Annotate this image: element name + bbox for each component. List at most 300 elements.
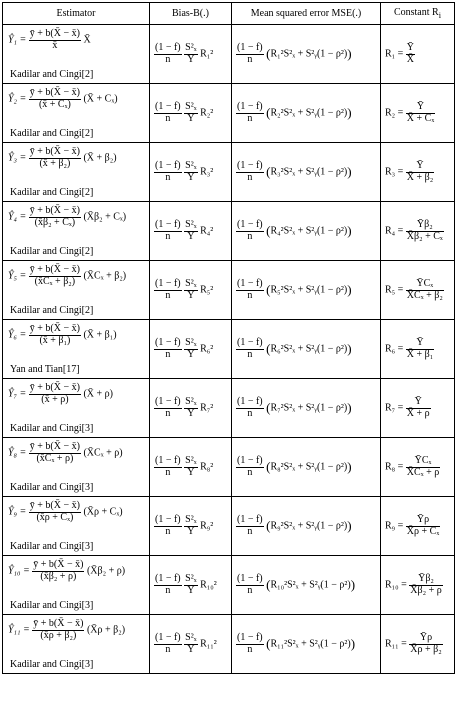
- bias-s-numerator: S²ₓ: [185, 219, 197, 230]
- constant-cell: [381, 615, 455, 674]
- mse-open-paren: (: [266, 223, 271, 238]
- bias-s-numerator: S²ₓ: [185, 337, 197, 348]
- mse-fraction: [236, 279, 264, 301]
- constant-label: R₄ =: [385, 225, 404, 237]
- estimator-symbol: Ŷ₁ =: [8, 34, 27, 46]
- constant-numerator: Ȳ: [406, 161, 434, 173]
- mse-close-paren: ): [350, 577, 356, 592]
- mse-denominator: n: [247, 643, 253, 655]
- mse-open-paren: (: [266, 46, 271, 61]
- estimator-cell: [3, 379, 150, 438]
- mse-numerator: (1 − f): [237, 514, 263, 525]
- constant-cell: [381, 143, 455, 202]
- bias-numerator: (1 − f): [155, 101, 181, 112]
- constant-denominator: X̄Cₓ + ρ: [406, 466, 440, 478]
- mse-r: R₄²: [270, 225, 284, 237]
- mse-denominator: n: [247, 230, 253, 242]
- table-row: [3, 143, 455, 202]
- constant-denominator: X̄ + β₁: [406, 348, 434, 360]
- bias-fraction: [154, 220, 182, 242]
- constant-label: R₅ =: [385, 284, 404, 296]
- estimator-cell: [3, 556, 150, 615]
- estimator-cell: [3, 84, 150, 143]
- estimator-fraction: [29, 442, 81, 464]
- estimator-multiplier: (X̄ + Cₓ): [83, 93, 118, 105]
- mse-close-paren: ): [347, 341, 352, 356]
- header-estimator: Estimator: [3, 3, 150, 25]
- estimator-multiplier: (X̄ + ρ): [83, 388, 113, 400]
- mse-open-paren: (: [266, 518, 271, 533]
- estimator-symbol: Ŷ₅ =: [8, 270, 27, 282]
- bias-s-numerator: S²ₓ: [185, 455, 197, 466]
- estimator-author: Kadilar and Cingi[3]: [10, 600, 94, 611]
- bias-fraction: [154, 102, 182, 124]
- constant-label: R₁₁ =: [385, 638, 407, 650]
- mse-numerator: (1 − f): [237, 278, 263, 289]
- bias-cell: [150, 615, 232, 674]
- bias-s-fraction: [184, 338, 197, 360]
- bias-s-fraction: [184, 279, 197, 301]
- constant-fraction: [409, 633, 442, 655]
- mse-cell: [232, 615, 381, 674]
- estimator-fraction: [29, 324, 81, 346]
- constant-denominator: X̄ + ρ: [406, 407, 430, 419]
- estimator-symbol: Ŷ₁₀ =: [8, 565, 30, 577]
- mse-fraction: [236, 43, 264, 65]
- table-row: [3, 556, 455, 615]
- bias-numerator: (1 − f): [155, 455, 181, 466]
- estimator-denominator: (x̄Cₓ + ρ): [36, 452, 74, 464]
- estimator-denominator: (x̄β₂ + ρ): [40, 570, 77, 582]
- mse-cell: [232, 143, 381, 202]
- bias-cell: [150, 379, 232, 438]
- mse-denominator: n: [247, 348, 253, 360]
- mse-numerator: (1 − f): [237, 101, 263, 112]
- estimator-symbol: Ŷ₂ =: [8, 93, 27, 105]
- bias-s-numerator: S²ₓ: [185, 160, 197, 171]
- estimator-cell: [3, 438, 150, 497]
- mse-fraction: [236, 102, 264, 124]
- mse-numerator: (1 − f): [237, 219, 263, 230]
- estimator-multiplier: X̄: [83, 34, 91, 46]
- mse-numerator: (1 − f): [237, 42, 263, 53]
- estimator-author: Kadilar and Cingi[2]: [10, 246, 94, 257]
- mse-open-paren: (: [266, 164, 271, 179]
- bias-r: R₁²: [200, 48, 214, 60]
- constant-cell: [381, 261, 455, 320]
- bias-s-fraction: [184, 102, 197, 124]
- constant-fraction: [406, 456, 440, 478]
- bias-r: R₃²: [200, 166, 214, 178]
- mse-close-paren: ): [347, 46, 352, 61]
- estimator-fraction: [29, 206, 81, 228]
- bias-r: R₅²: [200, 284, 214, 296]
- constant-cell: [381, 556, 455, 615]
- constant-label: R₈ =: [385, 461, 404, 473]
- mse-mid: S²ₓ + S²ᵧ(1 − ρ²): [283, 402, 348, 414]
- mse-fraction: [236, 161, 264, 183]
- bias-fraction: [154, 338, 182, 360]
- bias-r: R₂²: [200, 107, 214, 119]
- bias-numerator: (1 − f): [155, 42, 181, 53]
- mse-open-paren: (: [266, 577, 271, 592]
- bias-fraction: [154, 456, 182, 478]
- estimator-numerator: ȳ + b(X̄ − x̄): [33, 618, 84, 629]
- bias-s-denominator: Ȳ: [187, 53, 195, 65]
- mse-r: R₁₁²: [270, 638, 288, 650]
- constant-denominator: X̄ + Cₓ: [406, 112, 435, 124]
- constant-fraction: [406, 515, 440, 537]
- mse-denominator: n: [247, 289, 253, 301]
- bias-numerator: (1 − f): [155, 396, 181, 407]
- bias-denominator: n: [165, 584, 171, 596]
- estimator-symbol: Ŷ₄ =: [8, 211, 27, 223]
- bias-r: R₆²: [200, 343, 214, 355]
- mse-denominator: n: [247, 407, 253, 419]
- estimator-fraction: [32, 560, 84, 582]
- mse-close-paren: ): [347, 164, 352, 179]
- table-row: [3, 84, 455, 143]
- constant-numerator: Ȳ: [406, 102, 435, 114]
- mse-fraction: [236, 456, 264, 478]
- mse-numerator: (1 − f): [237, 337, 263, 348]
- estimator-multiplier: (X̄β₂ + Cₓ): [83, 211, 127, 223]
- mse-mid: S²ₓ + S²ᵧ(1 − ρ²): [283, 166, 348, 178]
- mse-r: R₇²: [270, 402, 284, 414]
- constant-fraction: [406, 220, 444, 242]
- estimator-numerator: ȳ + b(X̄ − x̄): [29, 146, 80, 157]
- mse-mid: S²ₓ + S²ᵧ(1 − ρ²): [283, 284, 348, 296]
- estimator-denominator: (x̄ + ρ): [41, 393, 69, 405]
- estimator-numerator: ȳ + b(X̄ − x̄): [33, 559, 84, 570]
- estimator-fraction: [29, 29, 81, 51]
- estimator-denominator: (x̄ρ + Cₓ): [36, 511, 74, 523]
- constant-numerator: ȲCₓ: [406, 279, 444, 291]
- estimator-denominator: x̄: [52, 39, 58, 51]
- mse-numerator: (1 − f): [237, 160, 263, 171]
- estimator-denominator: (x̄ + β₂): [39, 157, 71, 169]
- mse-denominator: n: [247, 171, 253, 183]
- constant-denominator: X̄β₂ + Cₓ: [406, 230, 443, 242]
- bias-s-fraction: [184, 633, 197, 655]
- estimator-author: Yan and Tian[17]: [10, 364, 80, 375]
- bias-s-denominator: Ȳ: [187, 466, 195, 478]
- bias-s-fraction: [184, 220, 197, 242]
- estimator-numerator: ȳ + b(X̄ − x̄): [29, 441, 80, 452]
- bias-s-numerator: S²ₓ: [185, 514, 197, 525]
- estimator-author: Kadilar and Cingi[2]: [10, 305, 94, 316]
- mse-close-paren: ): [347, 105, 352, 120]
- bias-s-fraction: [184, 161, 197, 183]
- estimator-numerator: ȳ + b(X̄ − x̄): [29, 264, 80, 275]
- mse-r: R₈²: [270, 461, 284, 473]
- header-row: [3, 3, 455, 25]
- bias-s-fraction: [184, 515, 197, 537]
- bias-cell: [150, 202, 232, 261]
- estimator-symbol: Ŷ₈ =: [8, 447, 27, 459]
- bias-s-fraction: [184, 456, 197, 478]
- bias-numerator: (1 − f): [155, 573, 181, 584]
- constant-fraction: [406, 161, 434, 183]
- constant-fraction: [406, 102, 435, 124]
- mse-cell: [232, 556, 381, 615]
- mse-r: R₆²: [270, 343, 284, 355]
- constant-numerator: Ȳβ₂: [406, 220, 444, 232]
- header-constant-sub: i: [438, 11, 442, 20]
- bias-fraction: [154, 43, 182, 65]
- constant-numerator: Ȳρ: [409, 633, 442, 645]
- constant-cell: [381, 497, 455, 556]
- bias-s-fraction: [184, 397, 197, 419]
- estimator-numerator: ȳ + b(X̄ − x̄): [29, 382, 80, 393]
- bias-r: R₁₀²: [200, 579, 217, 591]
- estimator-denominator: (x̄ + β₁): [39, 334, 71, 346]
- mse-open-paren: (: [266, 459, 271, 474]
- estimator-numerator: ȳ + b(X̄ − x̄): [29, 28, 80, 39]
- mse-fraction: [236, 220, 264, 242]
- mse-cell: [232, 25, 381, 84]
- estimator-cell: [3, 202, 150, 261]
- header-bias: [150, 3, 232, 25]
- constant-fraction: [409, 574, 442, 596]
- constant-denominator: X̄ρ + Cₓ: [406, 525, 440, 537]
- bias-numerator: (1 − f): [155, 514, 181, 525]
- estimator-fraction: [29, 265, 81, 287]
- constant-cell: [381, 438, 455, 497]
- mse-fraction: [236, 633, 264, 655]
- bias-denominator: n: [165, 112, 171, 124]
- bias-s-denominator: Ȳ: [187, 171, 195, 183]
- bias-numerator: (1 − f): [155, 337, 181, 348]
- constant-denominator: X̄ρ + β₂: [410, 643, 442, 655]
- bias-s-denominator: Ȳ: [187, 230, 195, 242]
- estimator-author: Kadilar and Cingi[3]: [10, 541, 94, 552]
- header-mse: Mean squared error MSE(.): [232, 3, 381, 25]
- estimator-cell: [3, 615, 150, 674]
- bias-cell: [150, 556, 232, 615]
- estimator-symbol: Ŷ₉ =: [8, 506, 27, 518]
- bias-s-numerator: S²ₓ: [185, 42, 197, 53]
- mse-cell: [232, 497, 381, 556]
- estimator-multiplier: (X̄β₂ + ρ): [86, 565, 126, 577]
- estimator-fraction: [32, 619, 84, 641]
- bias-denominator: n: [165, 643, 171, 655]
- estimator-numerator: ȳ + b(X̄ − x̄): [29, 500, 80, 511]
- mse-cell: [232, 438, 381, 497]
- bias-s-denominator: Ȳ: [187, 584, 195, 596]
- constant-fraction: [406, 338, 434, 360]
- constant-denominator: X̄ + β₂: [406, 171, 434, 183]
- table-row: [3, 261, 455, 320]
- estimator-fraction: [29, 501, 81, 523]
- estimator-author: Kadilar and Cingi[2]: [10, 128, 94, 139]
- mse-close-paren: ): [347, 459, 352, 474]
- bias-r: R₈²: [200, 461, 214, 473]
- mse-close-paren: ): [347, 518, 352, 533]
- estimator-fraction: [29, 88, 81, 110]
- bias-cell: [150, 143, 232, 202]
- constant-label: R₆ =: [385, 343, 404, 355]
- mse-cell: [232, 320, 381, 379]
- mse-open-paren: (: [266, 341, 271, 356]
- constant-numerator: Ȳβ₂: [409, 574, 442, 586]
- bias-denominator: n: [165, 289, 171, 301]
- constant-cell: [381, 320, 455, 379]
- estimator-multiplier: (X̄ + β₁): [83, 329, 117, 341]
- bias-s-denominator: Ȳ: [187, 289, 195, 301]
- estimator-denominator: (x̄ + Cₓ): [38, 98, 71, 110]
- bias-denominator: n: [165, 171, 171, 183]
- bias-s-numerator: S²ₓ: [185, 278, 197, 289]
- mse-r: R₂²: [270, 107, 284, 119]
- estimator-cell: [3, 261, 150, 320]
- mse-open-paren: (: [266, 105, 271, 120]
- mse-open-paren: (: [266, 282, 271, 297]
- bias-cell: [150, 497, 232, 556]
- bias-denominator: n: [165, 466, 171, 478]
- constant-numerator: Ȳ: [406, 42, 415, 53]
- estimators-table: [2, 2, 455, 674]
- bias-numerator: (1 − f): [155, 632, 181, 643]
- mse-mid: S²ₓ + S²ᵧ(1 − ρ²): [283, 48, 348, 60]
- bias-numerator: (1 − f): [155, 160, 181, 171]
- constant-cell: [381, 25, 455, 84]
- constant-cell: [381, 202, 455, 261]
- estimator-fraction: [29, 147, 81, 169]
- mse-numerator: (1 − f): [237, 573, 263, 584]
- mse-r: R₁²: [270, 48, 284, 60]
- bias-r: R₄²: [200, 225, 214, 237]
- estimator-fraction: [29, 383, 81, 405]
- estimator-symbol: Ŷ₁₁ =: [8, 624, 30, 636]
- bias-s-numerator: S²ₓ: [185, 632, 197, 643]
- constant-label: R₂ =: [385, 107, 404, 119]
- bias-fraction: [154, 397, 182, 419]
- mse-close-paren: ): [347, 400, 352, 415]
- estimator-author: Kadilar and Cingi[3]: [10, 482, 94, 493]
- constant-numerator: Ȳ: [406, 397, 431, 409]
- mse-open-paren: (: [266, 400, 271, 415]
- mse-r: R₅²: [270, 284, 284, 296]
- mse-mid: S²ₓ + S²ᵧ(1 − ρ²): [283, 461, 348, 473]
- bias-s-numerator: S²ₓ: [185, 101, 197, 112]
- bias-denominator: n: [165, 525, 171, 537]
- mse-open-paren: (: [266, 636, 271, 651]
- bias-s-denominator: Ȳ: [187, 407, 195, 419]
- mse-fraction: [236, 574, 264, 596]
- estimator-multiplier: (X̄Cₓ + ρ): [83, 447, 123, 459]
- bias-s-denominator: Ȳ: [187, 643, 195, 655]
- estimator-numerator: ȳ + b(X̄ − x̄): [29, 205, 80, 216]
- bias-numerator: (1 − f): [155, 219, 181, 230]
- bias-denominator: n: [165, 407, 171, 419]
- estimator-multiplier: (X̄ + β₂): [83, 152, 117, 164]
- estimator-denominator: (x̄β₂ + Cₓ): [34, 216, 76, 228]
- mse-mid: S²ₓ + S²ᵧ(1 − ρ²): [287, 579, 351, 591]
- estimator-denominator: (x̄Cₓ + β₂): [34, 275, 76, 287]
- bias-s-denominator: Ȳ: [187, 112, 195, 124]
- constant-fraction: [406, 397, 431, 419]
- mse-mid: S²ₓ + S²ᵧ(1 − ρ²): [283, 107, 348, 119]
- estimator-multiplier: (X̄Cₓ + β₂): [83, 270, 127, 282]
- bias-s-numerator: S²ₓ: [185, 573, 197, 584]
- mse-r: R₃²: [270, 166, 284, 178]
- bias-r: R₁₁²: [200, 638, 217, 650]
- mse-mid: S²ₓ + S²ᵧ(1 − ρ²): [287, 638, 351, 650]
- header-constant: [381, 3, 455, 25]
- bias-r: R₉²: [200, 520, 214, 532]
- estimator-author: Kadilar and Cingi[2]: [10, 187, 94, 198]
- estimator-author: Kadilar and Cingi[3]: [10, 659, 94, 670]
- bias-fraction: [154, 633, 182, 655]
- header-bias-text: Bias-B(.): [172, 8, 209, 19]
- constant-numerator: Ȳ: [406, 338, 434, 350]
- bias-s-fraction: [184, 574, 197, 596]
- constant-label: R₇ =: [385, 402, 404, 414]
- estimator-multiplier: (X̄ρ + Cₓ): [83, 506, 123, 518]
- mse-fraction: [236, 515, 264, 537]
- constant-cell: [381, 84, 455, 143]
- constant-label: R₉ =: [385, 520, 404, 532]
- estimator-numerator: ȳ + b(X̄ − x̄): [29, 87, 80, 98]
- estimator-symbol: Ŷ₆ =: [8, 329, 27, 341]
- estimator-cell: [3, 143, 150, 202]
- mse-mid: S²ₓ + S²ᵧ(1 − ρ²): [283, 343, 348, 355]
- bias-fraction: [154, 574, 182, 596]
- constant-fraction: [406, 279, 444, 301]
- constant-numerator: Ȳρ: [406, 515, 440, 527]
- mse-mid: S²ₓ + S²ᵧ(1 − ρ²): [283, 225, 348, 237]
- bias-fraction: [154, 279, 182, 301]
- estimator-cell: [3, 320, 150, 379]
- table-row: [3, 320, 455, 379]
- mse-denominator: n: [247, 466, 253, 478]
- mse-fraction: [236, 338, 264, 360]
- mse-cell: [232, 202, 381, 261]
- table-row: [3, 438, 455, 497]
- bias-s-denominator: Ȳ: [187, 348, 195, 360]
- mse-numerator: (1 − f): [237, 455, 263, 466]
- bias-denominator: n: [165, 53, 171, 65]
- mse-denominator: n: [247, 525, 253, 537]
- mse-denominator: n: [247, 112, 253, 124]
- mse-close-paren: ): [347, 223, 352, 238]
- estimator-multiplier: (X̄ρ + β₂): [86, 624, 126, 636]
- bias-s-fraction: [184, 43, 197, 65]
- estimator-symbol: Ŷ₃ =: [8, 152, 27, 164]
- bias-fraction: [154, 161, 182, 183]
- constant-numerator: ȲCₓ: [406, 456, 440, 468]
- estimator-denominator: (x̄ρ + β₂): [40, 629, 77, 641]
- mse-cell: [232, 261, 381, 320]
- bias-cell: [150, 261, 232, 320]
- bias-s-denominator: Ȳ: [187, 525, 195, 537]
- constant-label: R₃ =: [385, 166, 404, 178]
- mse-cell: [232, 379, 381, 438]
- mse-mid: S²ₓ + S²ᵧ(1 − ρ²): [283, 520, 348, 532]
- mse-numerator: (1 − f): [237, 632, 263, 643]
- constant-label: R₁ =: [385, 48, 404, 60]
- constant-denominator: X̄Cₓ + β₂: [406, 289, 443, 301]
- bias-cell: [150, 438, 232, 497]
- bias-cell: [150, 84, 232, 143]
- mse-fraction: [236, 397, 264, 419]
- mse-r: R₁₀²: [270, 579, 288, 591]
- estimator-author: Kadilar and Cingi[2]: [10, 69, 94, 80]
- mse-denominator: n: [247, 53, 253, 65]
- estimator-symbol: Ŷ₇ =: [8, 388, 27, 400]
- bias-numerator: (1 − f): [155, 278, 181, 289]
